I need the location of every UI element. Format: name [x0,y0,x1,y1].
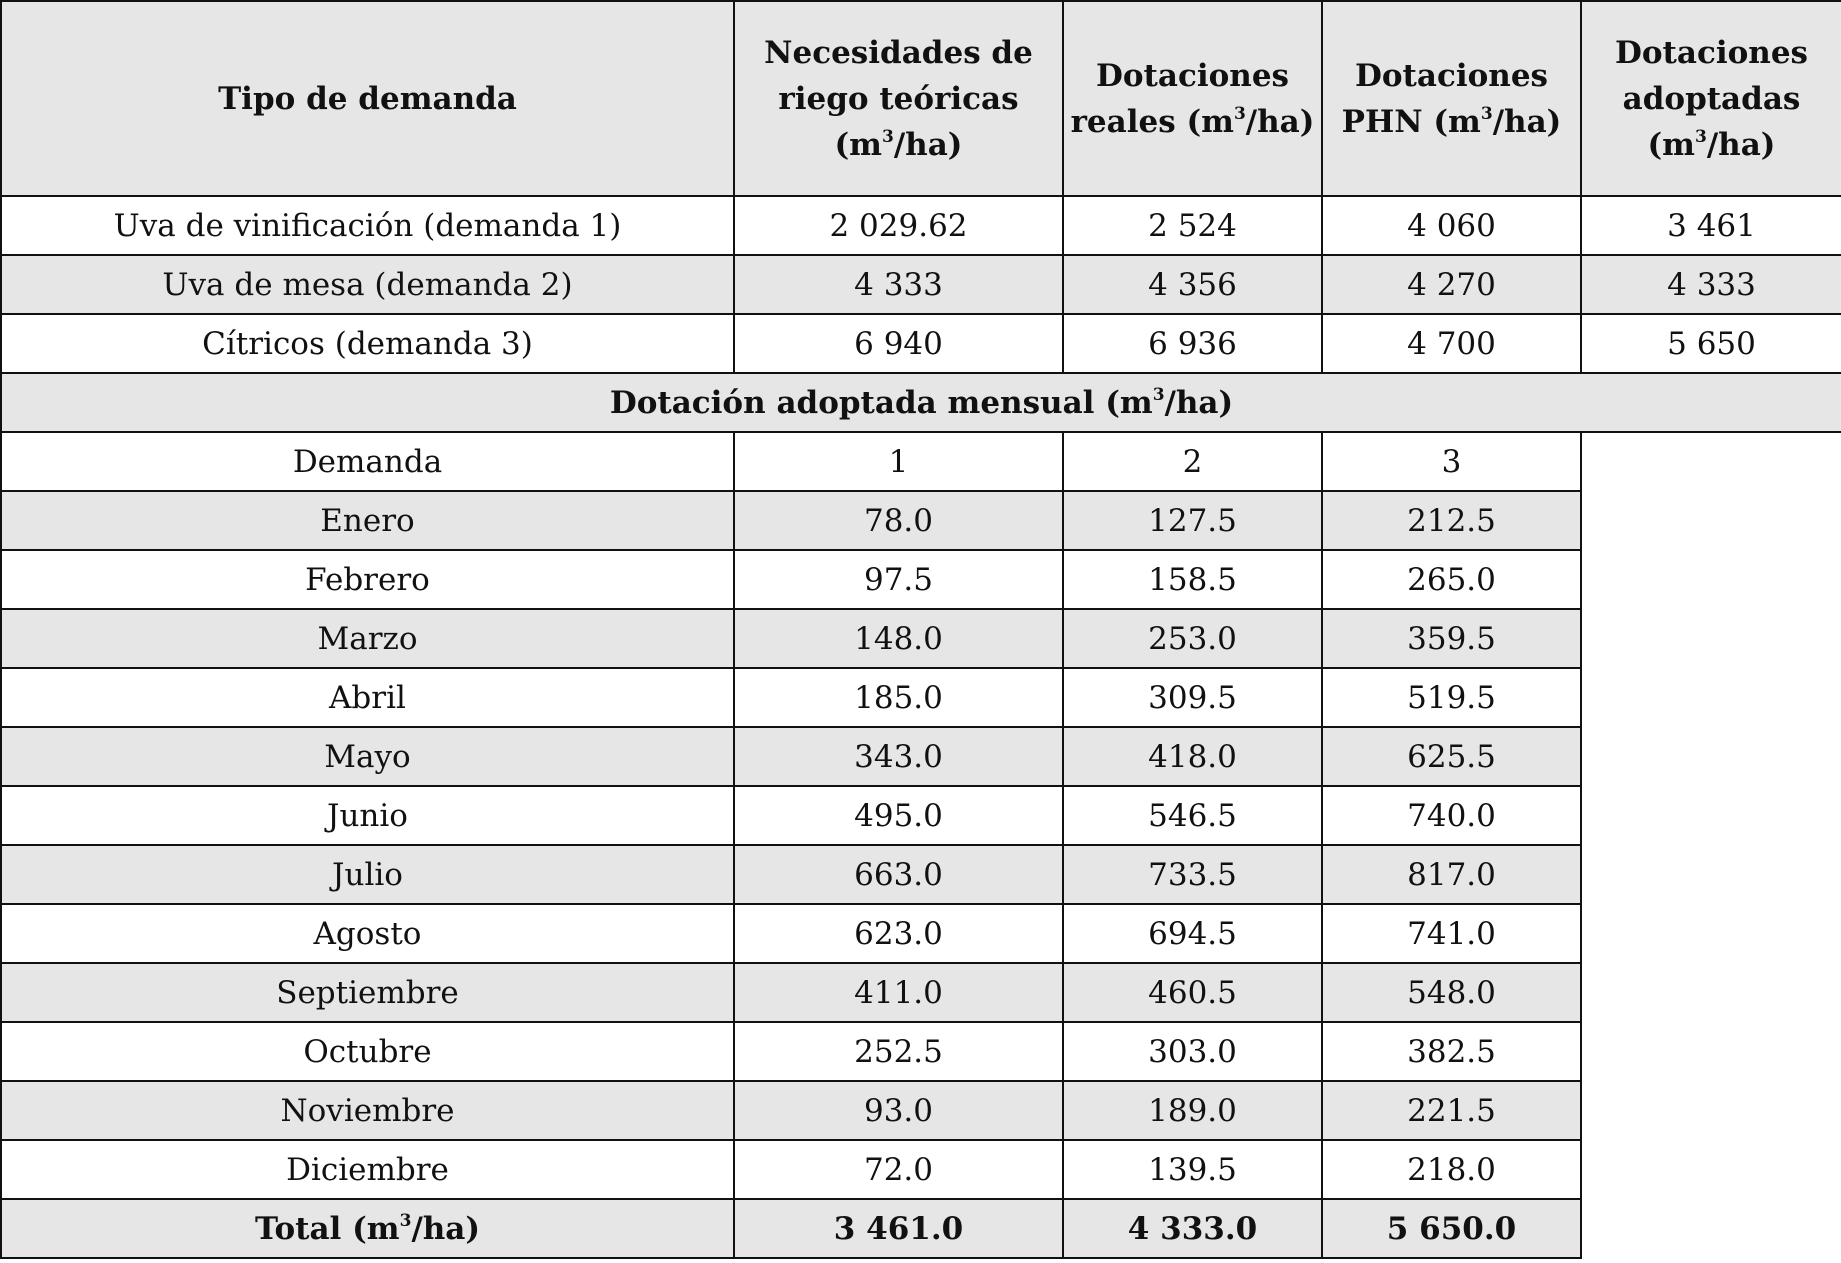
month-d1: 495.0 [734,786,1063,845]
month-d2: 189.0 [1063,1081,1322,1140]
table-header-row [1,1,1841,196]
month-row [1,668,1841,727]
month-row [1,904,1841,963]
demand-reales: 4 356 [1063,255,1322,314]
empty-cell [1581,1140,1841,1199]
total-row [1,1199,1841,1258]
empty-cell [1581,432,1841,491]
month-row [1,609,1841,668]
empty-cell [1581,786,1841,845]
month-d1: 93.0 [734,1081,1063,1140]
demand-reales: 2 524 [1063,196,1322,255]
month-d3: 548.0 [1322,963,1581,1022]
month-row [1,1140,1841,1199]
month-name: Agosto [1,904,734,963]
demand-phn: 4 060 [1322,196,1581,255]
empty-cell [1581,609,1841,668]
monthly-header-row [1,432,1841,491]
month-d3: 212.5 [1322,491,1581,550]
month-d2: 546.5 [1063,786,1322,845]
empty-cell [1581,963,1841,1022]
month-d1: 72.0 [734,1140,1063,1199]
month-name: Febrero [1,550,734,609]
demand-phn: 4 700 [1322,314,1581,373]
month-row [1,1022,1841,1081]
month-d1: 623.0 [734,904,1063,963]
demand-necesidades: 4 333 [734,255,1063,314]
month-d3: 221.5 [1322,1081,1581,1140]
demand-row [1,255,1841,314]
demand-name: Uva de mesa (demanda 2) [1,255,734,314]
month-d1: 97.5 [734,550,1063,609]
month-d1: 252.5 [734,1022,1063,1081]
month-name: Diciembre [1,1140,734,1199]
month-name: Noviembre [1,1081,734,1140]
empty-cell [1581,491,1841,550]
header-dotaciones-phn: Dotaciones PHN $(m^3/ha)$ [1322,1,1581,196]
month-d1: 148.0 [734,609,1063,668]
monthly-section-row [1,373,1841,432]
demand-row [1,196,1841,255]
monthly-header-d2: 2 [1063,432,1322,491]
demand-phn: 4 270 [1322,255,1581,314]
month-row [1,550,1841,609]
month-name: Marzo [1,609,734,668]
month-row [1,1081,1841,1140]
month-d1: 343.0 [734,727,1063,786]
month-d2: 309.5 [1063,668,1322,727]
month-d3: 625.5 [1322,727,1581,786]
empty-cell [1581,550,1841,609]
month-d3: 519.5 [1322,668,1581,727]
month-d1: 78.0 [734,491,1063,550]
month-d2: 303.0 [1063,1022,1322,1081]
demand-necesidades: 2 029.62 [734,196,1063,255]
month-d3: 741.0 [1322,904,1581,963]
month-d2: 460.5 [1063,963,1322,1022]
total-d1: 3 461.0 [734,1199,1063,1258]
month-d1: 411.0 [734,963,1063,1022]
month-d2: 253.0 [1063,609,1322,668]
empty-cell [1581,1081,1841,1140]
header-tipo-demanda: Tipo de demanda [1,1,734,196]
month-row [1,727,1841,786]
month-row [1,786,1841,845]
header-dotaciones-reales: Dotaciones reales $(m^3/ha)$ [1063,1,1322,196]
month-d3: 265.0 [1322,550,1581,609]
month-d2: 733.5 [1063,845,1322,904]
month-name: Julio [1,845,734,904]
empty-cell [1581,727,1841,786]
month-name: Mayo [1,727,734,786]
month-d1: 185.0 [734,668,1063,727]
month-row [1,845,1841,904]
month-d3: 218.0 [1322,1140,1581,1199]
month-name: Junio [1,786,734,845]
empty-cell [1581,1199,1841,1258]
month-name: Septiembre [1,963,734,1022]
demand-name: Uva de vinificación (demanda 1) [1,196,734,255]
demand-adoptadas: 5 650 [1581,314,1841,373]
empty-cell [1581,845,1841,904]
monthly-header-d3: 3 [1322,432,1581,491]
header-dotaciones-adoptadas: Dotaciones adoptadas $(m^3/ha)$ [1581,1,1841,196]
total-d3: 5 650.0 [1322,1199,1581,1258]
demand-adoptadas: 4 333 [1581,255,1841,314]
empty-cell [1581,1022,1841,1081]
total-d2: 4 333.0 [1063,1199,1322,1258]
monthly-header-label: Demanda [1,432,734,491]
total-label: Total $(m^3/ha)$ [1,1199,734,1258]
monthly-header-d1: 1 [734,432,1063,491]
month-d2: 127.5 [1063,491,1322,550]
month-d3: 817.0 [1322,845,1581,904]
empty-cell [1581,668,1841,727]
month-d1: 663.0 [734,845,1063,904]
demand-name: Cítricos (demanda 3) [1,314,734,373]
header-necesidades: Necesidades de riego teóricas $(m^3/ha)$ [734,1,1063,196]
month-name: Octubre [1,1022,734,1081]
demand-reales: 6 936 [1063,314,1322,373]
demand-row [1,314,1841,373]
month-row [1,963,1841,1022]
month-row [1,491,1841,550]
demand-adoptadas: 3 461 [1581,196,1841,255]
demand-necesidades: 6 940 [734,314,1063,373]
month-d2: 139.5 [1063,1140,1322,1199]
month-name: Abril [1,668,734,727]
monthly-section-title: Dotación adoptada mensual $(m^3/ha)$ [1,373,1841,432]
month-d2: 158.5 [1063,550,1322,609]
month-d3: 359.5 [1322,609,1581,668]
month-d3: 740.0 [1322,786,1581,845]
month-d3: 382.5 [1322,1022,1581,1081]
month-d2: 418.0 [1063,727,1322,786]
month-name: Enero [1,491,734,550]
month-d2: 694.5 [1063,904,1322,963]
empty-cell [1581,904,1841,963]
